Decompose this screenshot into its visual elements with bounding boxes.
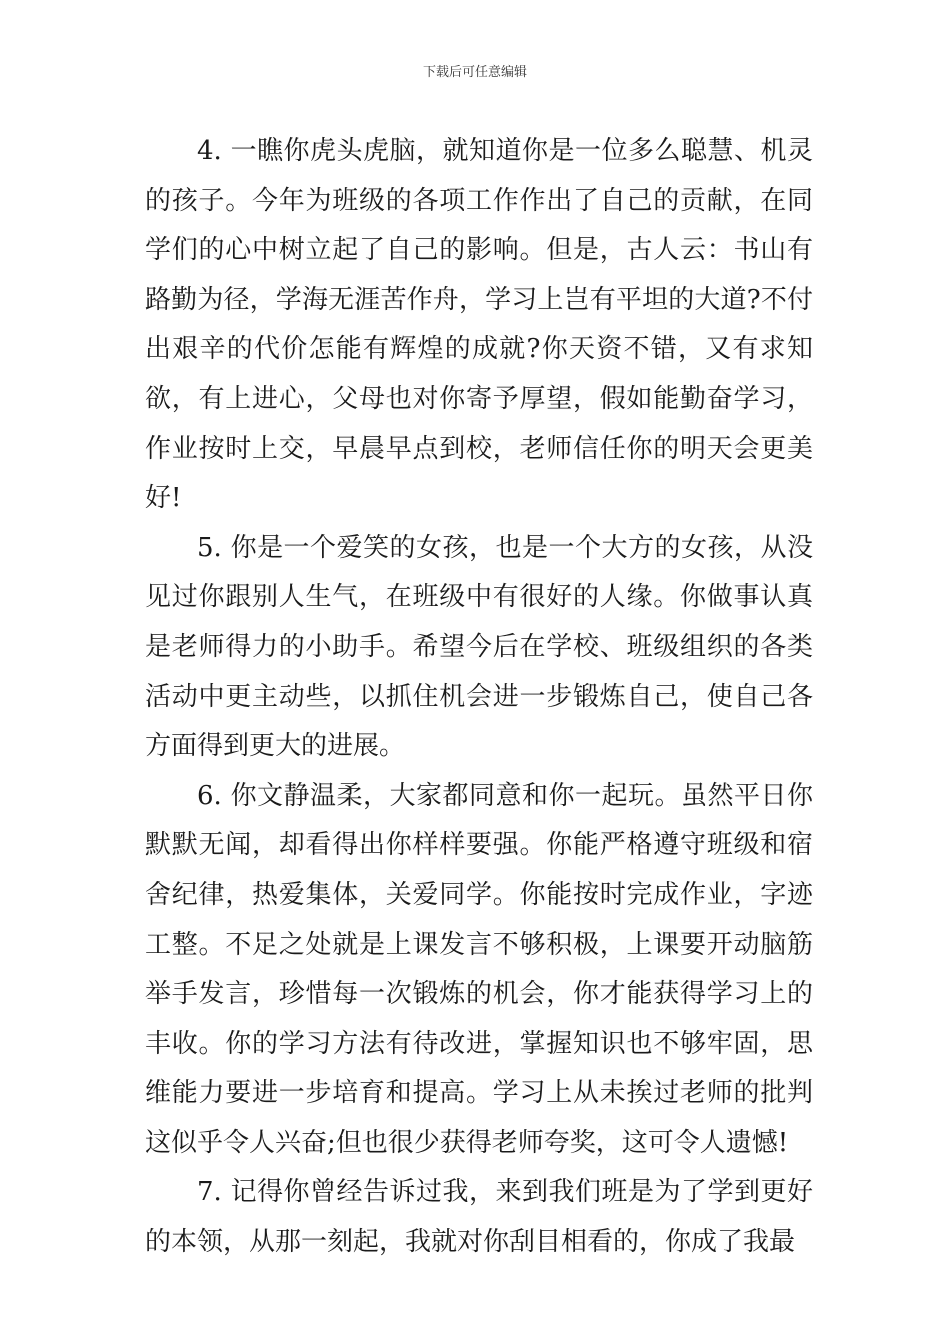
page-header-note: 下载后可任意编辑 <box>422 65 527 80</box>
paragraph-4: 4. 一瞧你虎头虎脑，就知道你是一位多么聪慧、机灵的孩子。今年为班级的各项工作作出了自己的贡献，在同学们的心中树立起了自己的影响。但是，古人云：书山有路勤为径，学海无涯苦作舟，学习上岂有平坦的大道?不付出艰辛的代价怎能有辉煌的成就?你天资不错，又有求知欲，有上进心，父母也对你寄予厚望，假如能勤奋学习，作业按时上交，早晨早点到校，老师信任你的明天会更美好! <box>145 136 813 514</box>
paragraph-7: 7. 记得你曾经告诉过我，来到我们班是为了学到更好的本领，从那一刻起，我就对你刮目相看的，你成了我最 <box>145 1177 813 1258</box>
document-body <box>145 127 813 1268</box>
paragraph-6: 6. 你文静温柔，大家都同意和你一起玩。虽然平日你默默无闻，却看得出你样样要强。你能严格遵守班级和宿舍纪律，热爱集体，关爱同学。你能按时完成作业，字迹工整。不足之处就是上课发言不够积极，上课要开动脑筋举手发言，珍惜每一次锻炼的机会，你才能获得学习上的丰收。你的学习方法有待改进，掌握知识也不够牢固，思维能力要进一步培育和提高。学习上从未挨过老师的批判这似乎令人兴奋;但也很少获得老师夸奖，这可令人遗憾! <box>145 780 813 1158</box>
paragraph-5: 5. 你是一个爱笑的女孩，也是一个大方的女孩，从没见过你跟别人生气，在班级中有很好的人缘。你做事认真是老师得力的小助手。希望今后在学校、班级组织的各类活动中更主动些，以抓住机会进一步锻炼自己，使自己各方面得到更大的进展。 <box>145 532 813 762</box>
